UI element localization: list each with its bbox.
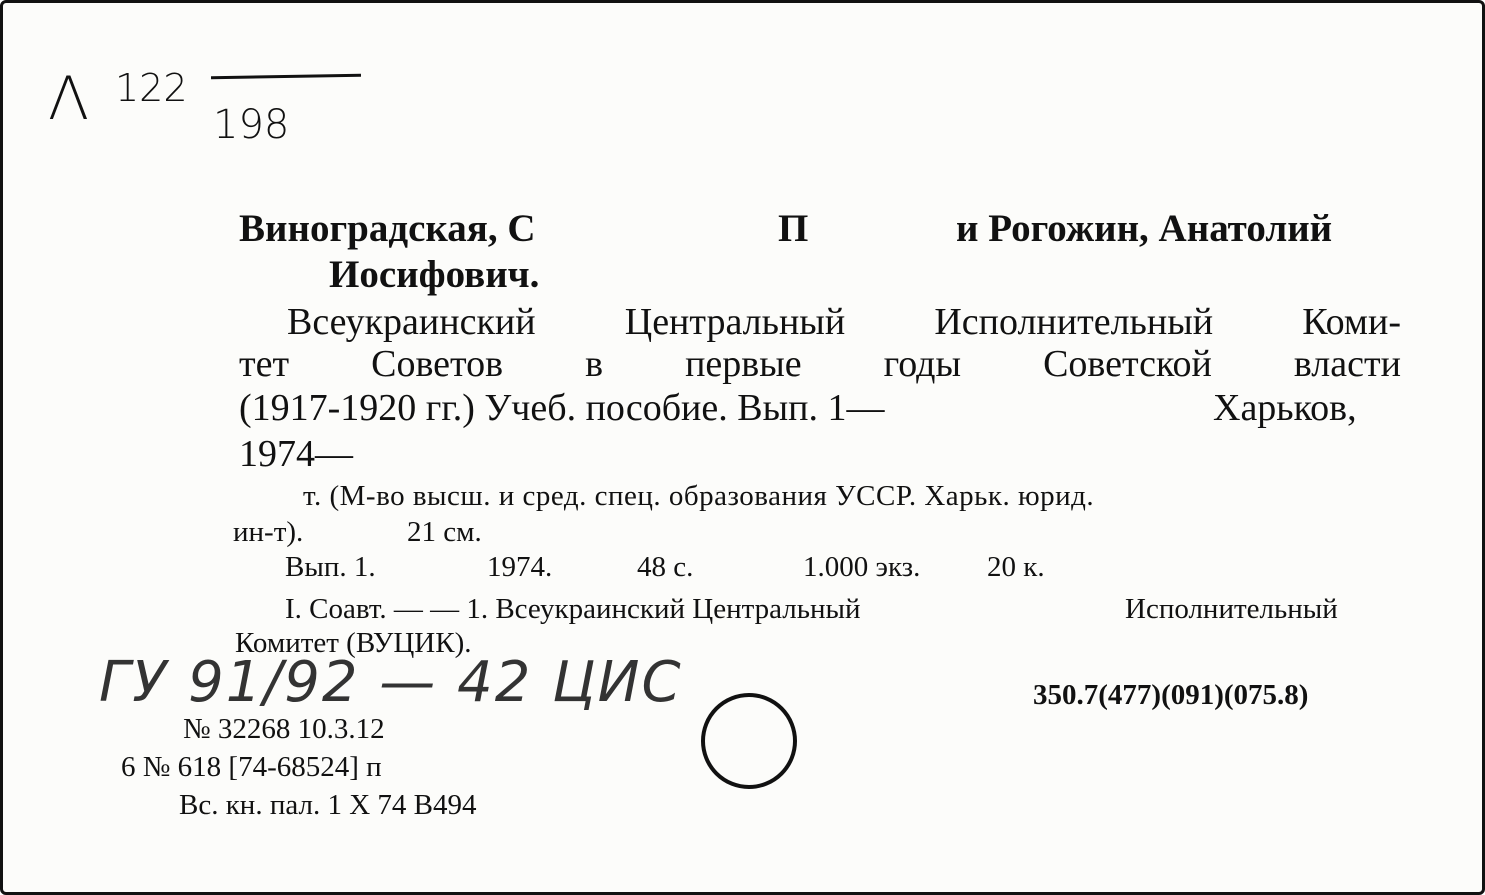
title-word: Всеукраинский [287, 301, 536, 343]
title-word: Исполнительный [934, 301, 1214, 343]
publication-years: 1974— [239, 433, 353, 475]
title-word: Советской [1043, 343, 1212, 385]
title-line-3: (1917-1920 гг.) Учеб. пособие. Вып. 1— [239, 387, 885, 429]
stamp-circle [701, 693, 797, 789]
author-primary: Виноградская, С [239, 207, 536, 250]
title-word: Коми- [1302, 301, 1401, 343]
title-word: Советов [371, 343, 504, 385]
handwritten-note: ГУ 91/92 — 42 ЦИС [99, 650, 683, 715]
title-line-1 [287, 303, 1401, 341]
added-entries: I. Соавт. — — 1. Всеукраинский Центральный [285, 593, 861, 625]
volume-price: 20 к. [987, 551, 1045, 583]
title-line-2 [239, 345, 1401, 383]
footer-order: 6 № 618 [74-68524] п [121, 751, 382, 783]
shelf-mark-prefix: Λ [48, 64, 91, 134]
title-word: первые [685, 343, 802, 385]
shelf-mark-rule [211, 74, 361, 80]
publication-place: Харьков, [1213, 387, 1357, 429]
title-word: власти [1293, 343, 1401, 385]
shelf-mark-number: 122 [115, 66, 188, 110]
volume-year: 1974. [487, 551, 553, 583]
title-word: тет [239, 343, 290, 385]
author-secondary-patronymic: Иосифович. [329, 253, 540, 296]
footer-chamber: Вс. кн. пал. 1 X 74 В494 [179, 789, 477, 821]
added-entries-organization: Комитет (ВУЦИК). [235, 627, 472, 659]
footer-registry: № 32268 10.3.12 [183, 713, 385, 745]
author-initial: П [778, 207, 809, 250]
title-word: Центральный [624, 301, 846, 343]
classification-code: 350.7(477)(091)(075.8) [1033, 679, 1309, 711]
title-word: годы [883, 343, 962, 385]
series-note: т. (М-во высш. и сред. спец. образования УССР. Харьк. юрид. [303, 480, 1095, 512]
shelf-mark-subnumber: 198 [213, 102, 290, 148]
volume-label: Вып. 1. [285, 551, 376, 583]
author-secondary: и Рогожин, Анатолий [956, 207, 1333, 250]
volume-copies: 1.000 экз. [803, 551, 921, 583]
title-word: в [585, 343, 604, 385]
volume-pages: 48 с. [637, 551, 694, 583]
dimensions: 21 см. [407, 516, 482, 548]
added-entries-cont: Исполнительный [1125, 593, 1338, 625]
series-note-institute: ин-т). [233, 516, 304, 548]
